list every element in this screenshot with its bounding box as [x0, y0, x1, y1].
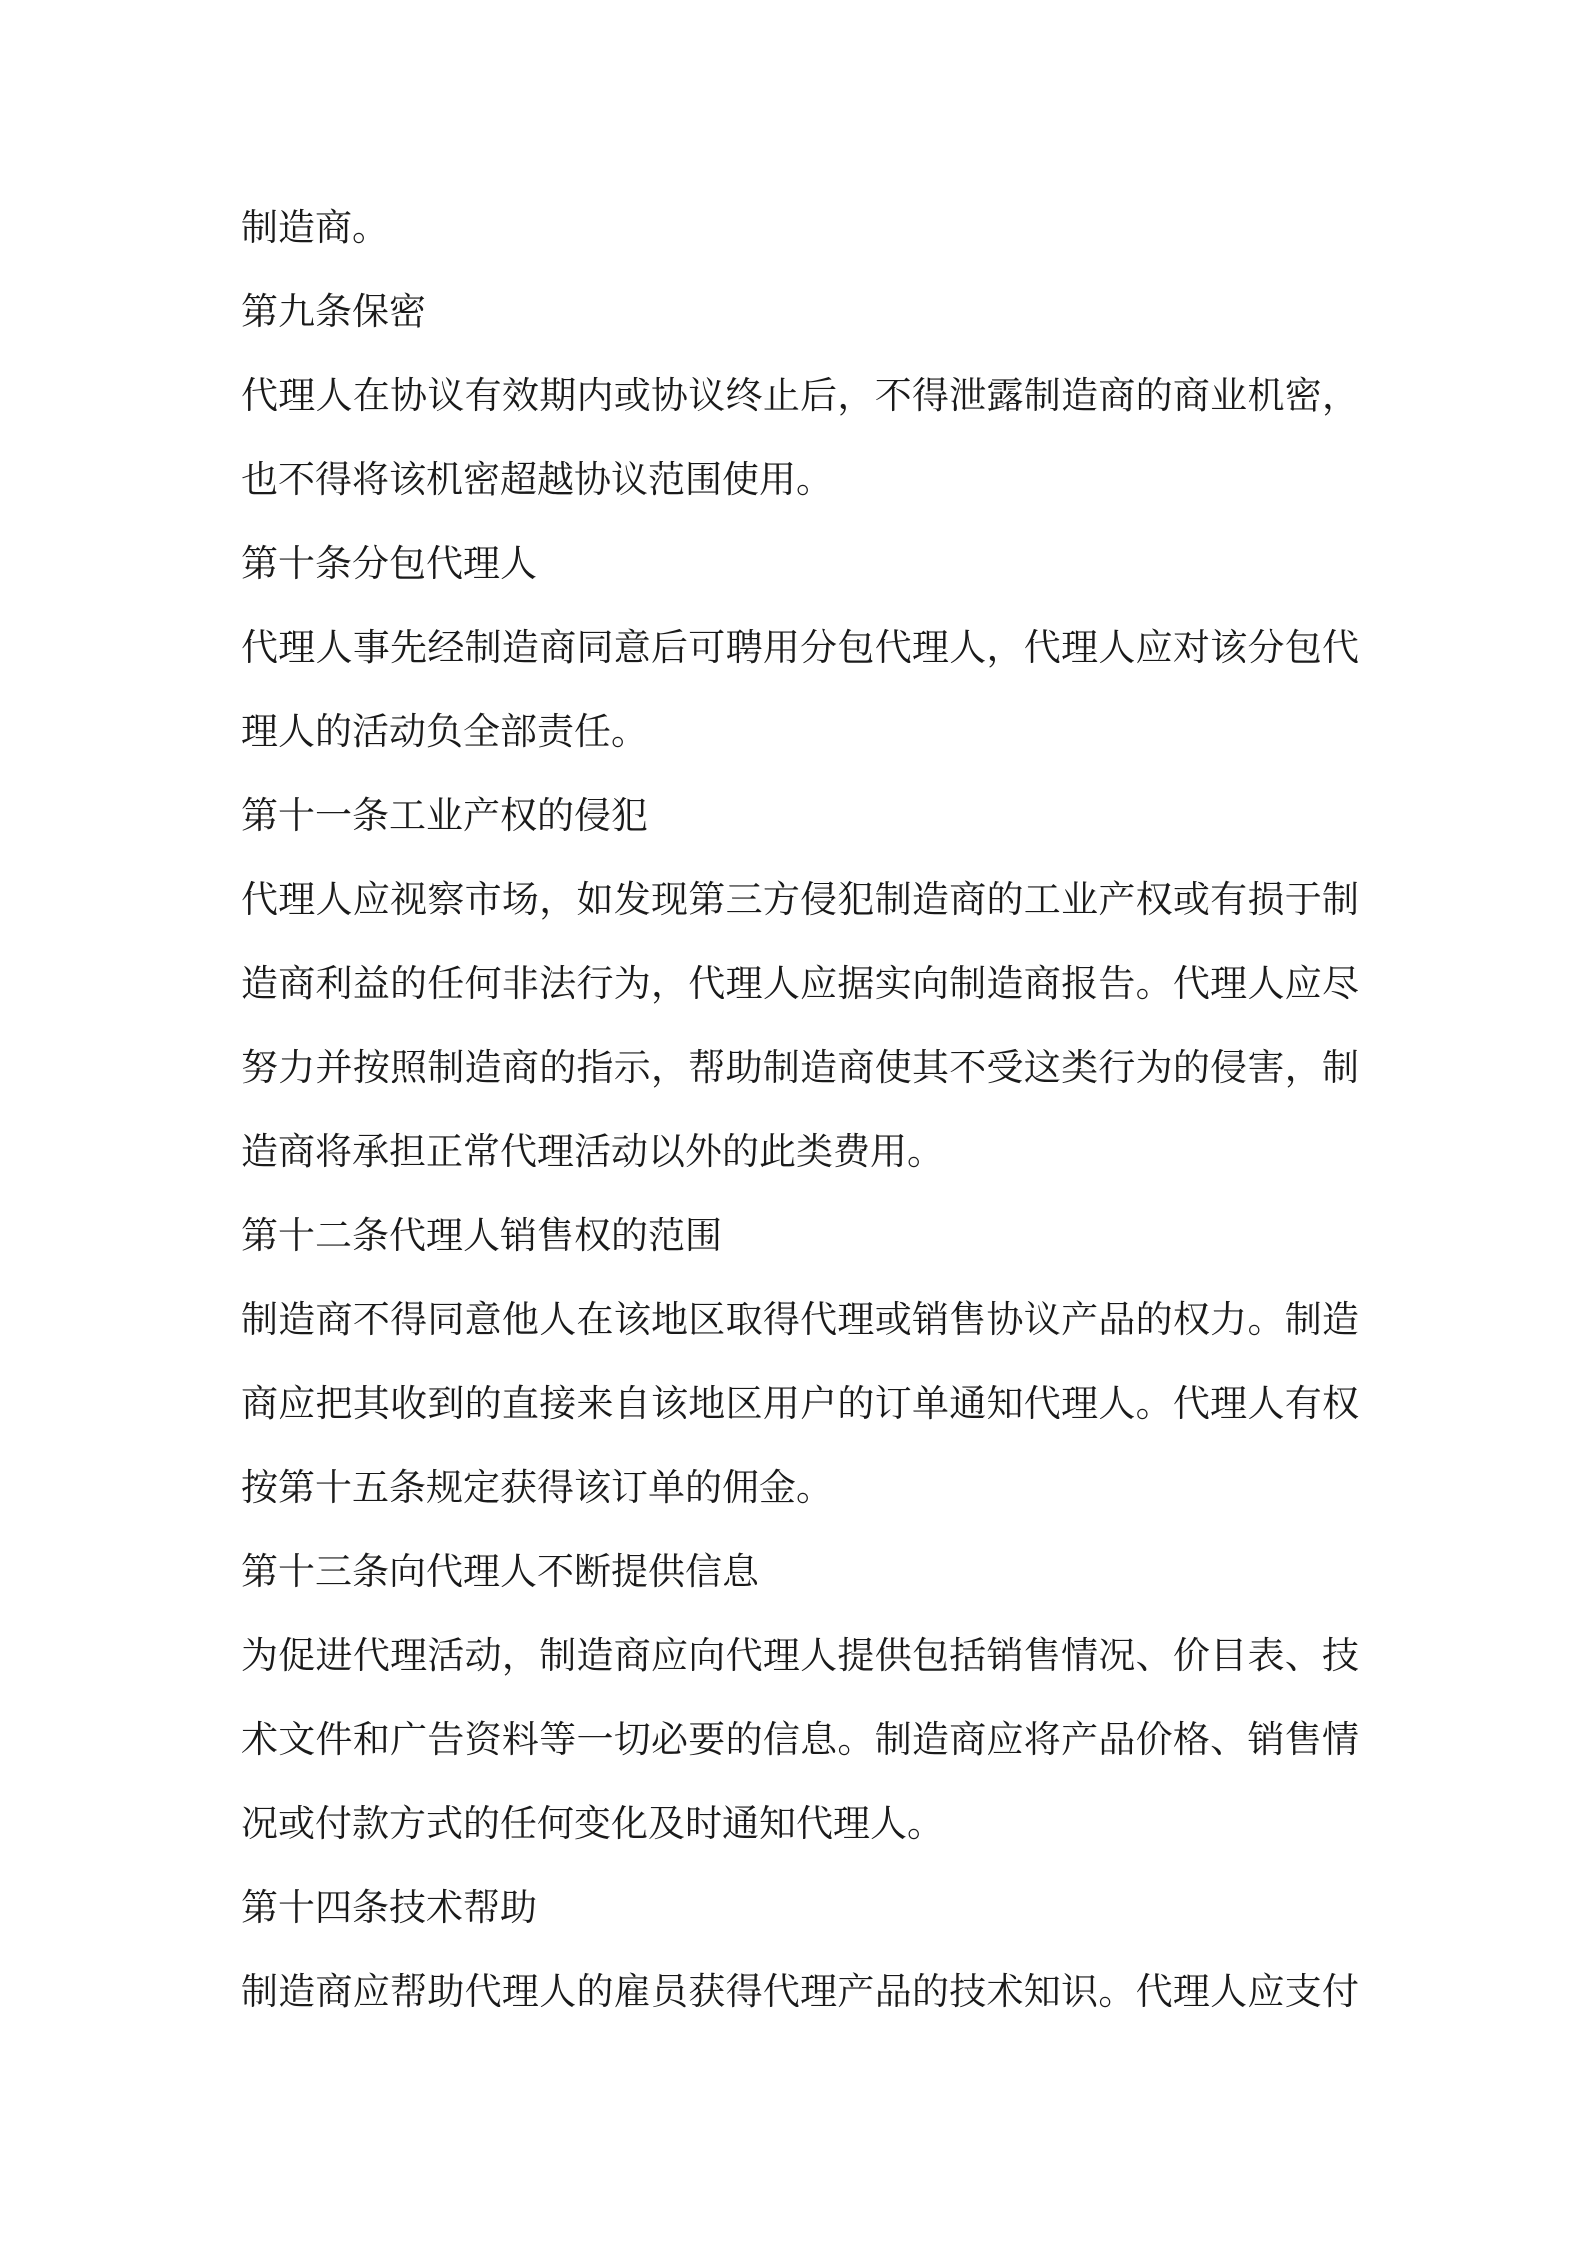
article-heading: 第十一条工业产权的侵犯 — [241, 794, 648, 837]
text-line: 代理人事先经制造商同意后可聘用分包代理人，代理人应对该分包代 — [241, 626, 1359, 669]
article-heading: 第十二条代理人销售权的范围 — [241, 1214, 722, 1257]
text-line: 商应把其收到的直接来自该地区用户的订单通知代理人。代理人有权 — [241, 1382, 1359, 1425]
text-line: 理人的活动负全部责任。 — [241, 710, 648, 753]
text-line: 制造商不得同意他人在该地区取得代理或销售协议产品的权力。制造 — [241, 1298, 1359, 1341]
article-heading: 第十四条技术帮助 — [241, 1886, 537, 1929]
article-heading: 第十三条向代理人不断提供信息 — [241, 1550, 759, 1593]
text-line: 为促进代理活动，制造商应向代理人提供包括销售情况、价目表、技 — [241, 1634, 1359, 1677]
text-line: 制造商应帮助代理人的雇员获得代理产品的技术知识。代理人应支付 — [241, 1970, 1359, 2013]
text-line: 代理人应视察市场，如发现第三方侵犯制造商的工业产权或有损于制 — [241, 878, 1359, 921]
text-line: 制造商。 — [241, 206, 389, 249]
text-line: 也不得将该机密超越协议范围使用。 — [241, 458, 833, 501]
text-line: 按第十五条规定获得该订单的佣金。 — [241, 1466, 833, 1509]
text-line: 造商将承担正常代理活动以外的此类费用。 — [241, 1130, 944, 1173]
text-line: 代理人在协议有效期内或协议终止后，不得泄露制造商的商业机密， — [241, 374, 1359, 417]
text-line: 术文件和广告资料等一切必要的信息。制造商应将产品价格、销售情 — [241, 1718, 1359, 1761]
text-line: 努力并按照制造商的指示，帮助制造商使其不受这类行为的侵害，制 — [241, 1046, 1359, 1089]
text-line: 造商利益的任何非法行为，代理人应据实向制造商报告。代理人应尽 — [241, 962, 1359, 1005]
article-heading: 第九条保密 — [241, 290, 426, 333]
article-heading: 第十条分包代理人 — [241, 542, 537, 585]
text-line: 况或付款方式的任何变化及时通知代理人。 — [241, 1802, 944, 1845]
